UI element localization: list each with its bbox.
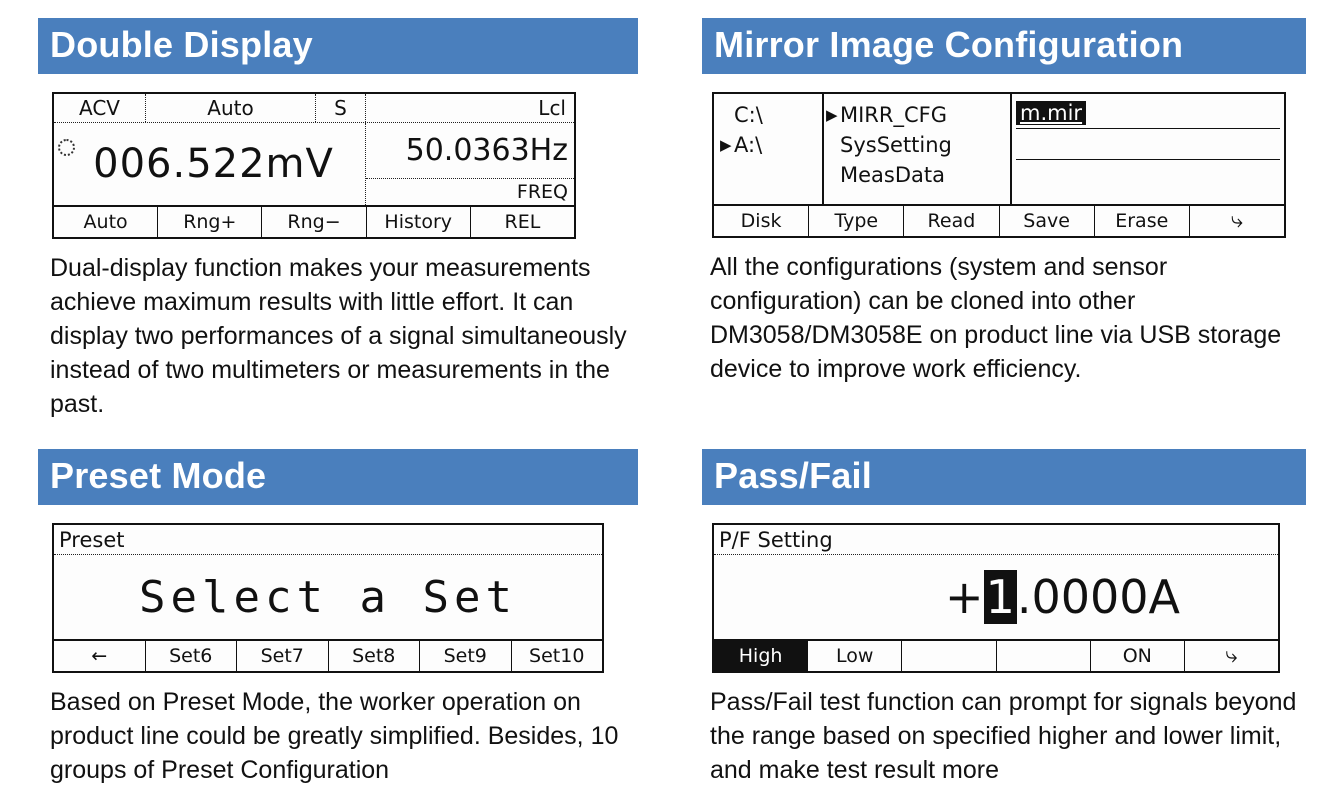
folder-column — [824, 94, 1012, 204]
softkey-range-up[interactable]: Rng+ — [158, 207, 262, 237]
softkey-set9[interactable]: Set9 — [420, 641, 512, 671]
value-prefix: + — [945, 570, 984, 624]
file-item-empty[interactable] — [1016, 160, 1280, 190]
softkey-return-icon[interactable]: ⤷ — [1225, 643, 1238, 668]
folder-label: MIRR_CFG — [840, 103, 948, 127]
file-column — [1012, 94, 1284, 204]
value-edit-digit[interactable]: 1 — [985, 570, 1015, 624]
drive-label: A:\ — [734, 133, 763, 157]
softkey-blank-1[interactable] — [902, 641, 996, 671]
folder-label: SysSetting — [840, 133, 952, 157]
value-suffix: .0000A — [1016, 570, 1180, 624]
mirror-config-softkeys — [714, 204, 1284, 236]
file-item-empty[interactable] — [1016, 129, 1280, 160]
preset-mode-heading: Preset Mode — [38, 449, 638, 505]
file-label: m.mir — [1016, 101, 1086, 125]
softkey-read[interactable]: Read — [904, 206, 999, 236]
secondary-label: FREQ — [516, 181, 568, 203]
feature-grid — [38, 18, 1306, 787]
pass-fail-value — [714, 555, 1278, 639]
folder-item-syssetting[interactable] — [824, 130, 1010, 160]
softkey-history[interactable]: History — [367, 207, 471, 237]
section-mirror-image — [702, 18, 1306, 421]
softkey-set6[interactable]: Set6 — [146, 641, 238, 671]
section-preset-mode — [38, 449, 638, 787]
softkey-on[interactable]: ON — [1091, 641, 1185, 671]
double-display-heading: Double Display — [38, 18, 638, 74]
double-display-lcd — [52, 92, 576, 239]
mirror-image-heading: Mirror Image Configuration — [702, 18, 1306, 74]
preset-mode-lcd — [52, 523, 604, 673]
softkey-blank-2[interactable] — [997, 641, 1091, 671]
drive-item-a[interactable] — [714, 130, 822, 160]
pass-fail-softkeys — [714, 639, 1278, 671]
softkey-set7[interactable]: Set7 — [237, 641, 329, 671]
secondary-readout — [366, 123, 574, 205]
drive-column — [714, 94, 824, 204]
pass-fail-lcd — [712, 523, 1280, 673]
primary-value: 006.522mV — [93, 141, 334, 187]
softkey-rel[interactable]: REL — [504, 210, 541, 233]
preset-label: Preset — [54, 525, 602, 555]
file-item-selected[interactable] — [1016, 98, 1280, 129]
busy-indicator-icon — [58, 139, 75, 156]
softkey-low[interactable]: Low — [808, 641, 902, 671]
preset-message: Select a Set — [139, 571, 517, 623]
lcd-readout-area — [54, 123, 574, 205]
softkey-auto[interactable]: Auto — [54, 207, 158, 237]
status-control: Lcl — [538, 96, 566, 120]
softkey-disk[interactable]: Disk — [714, 206, 809, 236]
section-pass-fail — [702, 449, 1306, 787]
lcd-status-bar — [54, 94, 574, 123]
double-display-softkeys — [54, 205, 574, 237]
softkey-save[interactable]: Save — [1000, 206, 1095, 236]
status-mode: ACV — [54, 94, 146, 122]
preset-mode-description: Based on Preset Mode, the worker operation on product line could be greatly simplified. Besides, 10 groups of Preset Configuration — [50, 688, 619, 784]
softkey-back-icon[interactable]: ← — [54, 641, 146, 671]
softkey-erase[interactable]: Erase — [1095, 206, 1190, 236]
section-double-display — [38, 18, 638, 421]
folder-item-measdata[interactable] — [824, 160, 1010, 190]
double-display-description: Dual-display function makes your measurements achieve maximum results with little effort. It can display two performances of a signal simultaneously instead of two multimeters or measurements in the past. — [50, 254, 627, 418]
drive-cursor-icon: ▶ — [720, 136, 732, 154]
pass-fail-label: P/F Setting — [714, 525, 1278, 555]
pass-fail-heading: Pass/Fail — [702, 449, 1306, 505]
primary-readout — [54, 123, 366, 205]
softkey-range-down[interactable]: Rng− — [262, 207, 366, 237]
folder-item-mirr-cfg[interactable] — [824, 100, 1010, 130]
softkey-set10[interactable]: Set10 — [529, 644, 585, 667]
status-speed: S — [316, 94, 366, 122]
mirror-image-description: All the configurations (system and sensor configuration) can be cloned into other DM3058/DM3058E on product line via USB storage device to improve work efficiency. — [710, 253, 1282, 383]
folder-cursor-icon: ▶ — [826, 106, 838, 124]
softkey-return-icon[interactable]: ⤷ — [1230, 208, 1244, 233]
softkey-set8[interactable]: Set8 — [329, 641, 421, 671]
status-range: Auto — [146, 94, 316, 122]
drive-item-c[interactable] — [714, 100, 822, 130]
pass-fail-description: Pass/Fail test function can prompt for signals beyond the range based on specified higher and lower limit, and make test result more — [710, 688, 1297, 784]
drive-label: C:\ — [734, 103, 763, 127]
softkey-high[interactable]: High — [714, 641, 808, 671]
folder-label: MeasData — [840, 163, 945, 187]
secondary-value: 50.0363Hz — [366, 123, 574, 179]
softkey-type[interactable]: Type — [809, 206, 904, 236]
preset-softkeys — [54, 639, 602, 671]
file-browser — [714, 94, 1284, 204]
mirror-config-lcd — [712, 92, 1286, 238]
